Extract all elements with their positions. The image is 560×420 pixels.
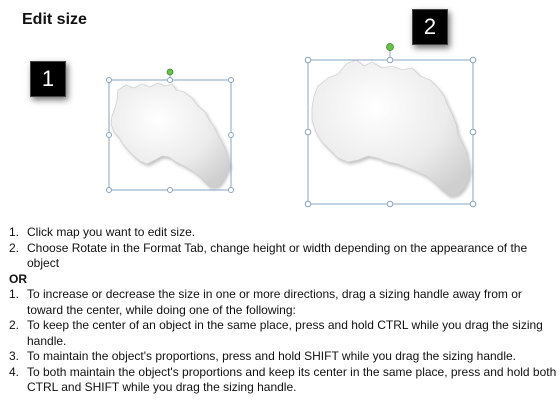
instruction-item — [9, 225, 557, 241]
instruction-item — [9, 318, 557, 349]
instruction-item — [9, 349, 557, 365]
instruction-item — [9, 287, 557, 318]
instruction-item — [9, 241, 557, 272]
step-badge-1: 1 — [30, 61, 66, 97]
step-badge-2: 2 — [412, 9, 448, 45]
instruction-number: 1. — [9, 287, 20, 301]
instruction-text: To maintain the object's proportions, press and hold SHIFT while you drag the sizing handle. — [27, 349, 517, 363]
sizing-handle[interactable] — [229, 78, 234, 83]
instructions — [9, 225, 557, 396]
sizing-handle[interactable] — [107, 78, 112, 83]
or-separator: OR — [9, 271, 27, 286]
sizing-handle[interactable] — [305, 129, 311, 135]
instruction-number: 1. — [9, 225, 20, 239]
instruction-number: 3. — [9, 349, 20, 363]
instruction-text: To keep the center of an object in the same place, press and hold CTRL while you drag the sizing handle. — [27, 318, 543, 348]
instruction-text: To increase or decrease the size in one or more directions, drag a sizing handle away from or toward the center, while doing one of the following: — [27, 287, 522, 317]
instruction-text: Choose Rotate in the Format Tab, change height or width depending on the appearance of the object — [27, 240, 528, 270]
sizing-handle[interactable] — [229, 133, 234, 138]
sizing-handle[interactable] — [470, 201, 476, 207]
sizing-handle[interactable] — [305, 201, 311, 207]
instruction-item — [9, 365, 557, 396]
instruction-number: 2. — [9, 318, 20, 332]
sizing-handle[interactable] — [387, 201, 393, 207]
page-title: Edit size — [22, 11, 87, 28]
sizing-handle[interactable] — [168, 188, 173, 193]
map-shape-small — [111, 83, 230, 187]
instruction-number: 4. — [9, 364, 20, 379]
rotate-handle-large[interactable] — [387, 44, 394, 51]
instruction-text: Click map you want to edit size. — [27, 225, 196, 239]
sizing-handle[interactable] — [470, 129, 476, 135]
rotate-handle-small[interactable] — [167, 69, 173, 75]
sizing-handle[interactable] — [107, 133, 112, 138]
map-shape-large — [312, 60, 470, 196]
sizing-handle[interactable] — [387, 57, 393, 63]
instruction-number: 2. — [9, 240, 20, 255]
map-large[interactable] — [305, 44, 476, 207]
sizing-handle[interactable] — [107, 188, 112, 193]
map-small[interactable] — [107, 69, 234, 193]
sizing-handle[interactable] — [305, 57, 311, 63]
sizing-handle[interactable] — [229, 188, 234, 193]
sizing-handle[interactable] — [470, 57, 476, 63]
instruction-text: To both maintain the object's proportions and keep its center in the same place, press and hold both CTRL and SHIFT while you drag the sizing handle. — [27, 364, 557, 394]
sizing-handle[interactable] — [168, 78, 173, 83]
